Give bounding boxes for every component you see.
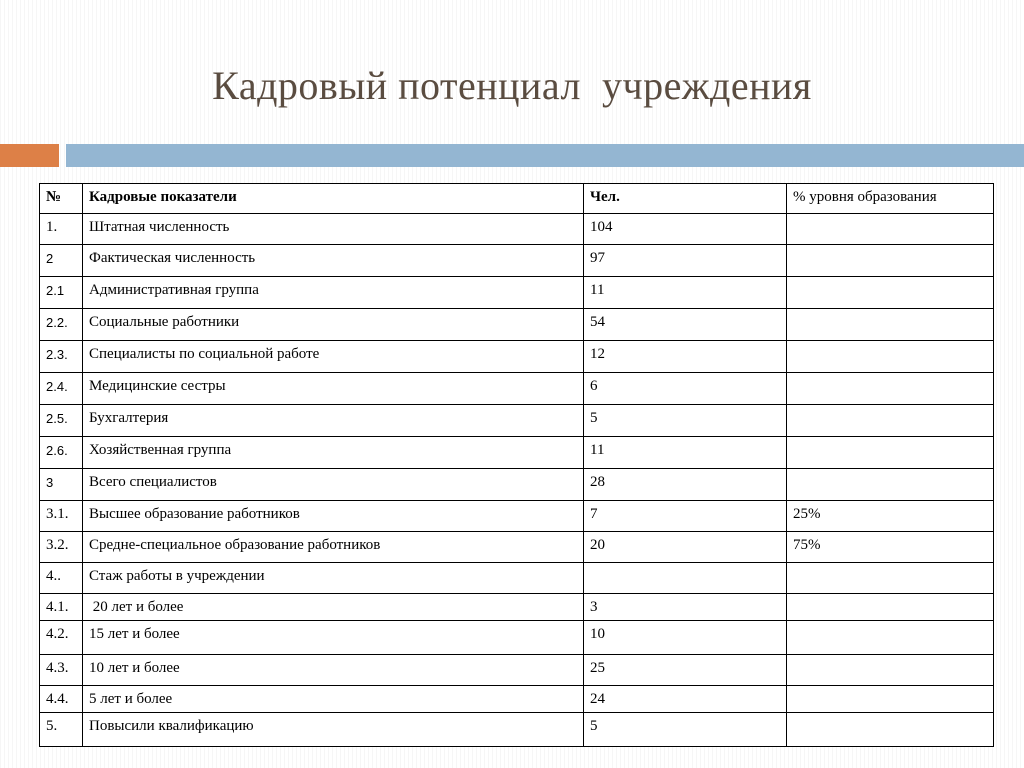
- row-indicator: 15 лет и более: [83, 621, 584, 655]
- table-row: [40, 373, 994, 405]
- table-row: [40, 686, 994, 713]
- row-count: 5: [584, 713, 787, 747]
- header-count: Чел.: [584, 184, 787, 214]
- row-count: 7: [584, 501, 787, 532]
- row-education-pct: [787, 437, 994, 469]
- row-education-pct: [787, 341, 994, 373]
- table-header-row: [40, 184, 994, 214]
- table-row: [40, 214, 994, 245]
- row-count: 3: [584, 594, 787, 621]
- header-number: №: [40, 184, 83, 214]
- row-number: 5.: [40, 713, 83, 747]
- row-indicator: Бухгалтерия: [83, 405, 584, 437]
- row-indicator: Средне-специальное образование работников: [83, 532, 584, 563]
- row-count: 5: [584, 405, 787, 437]
- table-row: [40, 655, 994, 686]
- table-row: [40, 594, 994, 621]
- row-count: 25: [584, 655, 787, 686]
- row-number: 3.1.: [40, 501, 83, 532]
- table-row: [40, 469, 994, 501]
- row-education-pct: [787, 469, 994, 501]
- row-education-pct: [787, 309, 994, 341]
- row-education-pct: [787, 713, 994, 747]
- row-number: 4..: [40, 563, 83, 594]
- table-row: [40, 621, 994, 655]
- row-education-pct: 25%: [787, 501, 994, 532]
- row-count: 12: [584, 341, 787, 373]
- table-row: [40, 501, 994, 532]
- accent-bar-orange: [0, 144, 59, 167]
- row-number: 2.2.: [40, 309, 83, 341]
- table-row: [40, 245, 994, 277]
- row-indicator: Стаж работы в учреждении: [83, 563, 584, 594]
- row-indicator: Повысили квалификацию: [83, 713, 584, 747]
- row-education-pct: [787, 686, 994, 713]
- staff-table: [39, 183, 994, 747]
- row-education-pct: [787, 621, 994, 655]
- row-count: 11: [584, 437, 787, 469]
- row-count: 28: [584, 469, 787, 501]
- row-number: 4.4.: [40, 686, 83, 713]
- row-count: 24: [584, 686, 787, 713]
- row-count: [584, 563, 787, 594]
- row-education-pct: [787, 405, 994, 437]
- row-indicator: Хозяйственная группа: [83, 437, 584, 469]
- table-row: [40, 563, 994, 594]
- row-count: 97: [584, 245, 787, 277]
- table-row: [40, 405, 994, 437]
- row-number: 2.3.: [40, 341, 83, 373]
- row-education-pct: [787, 594, 994, 621]
- row-indicator: 10 лет и более: [83, 655, 584, 686]
- row-indicator: Медицинские сестры: [83, 373, 584, 405]
- row-education-pct: [787, 214, 994, 245]
- row-count: 11: [584, 277, 787, 309]
- row-number: 2: [40, 245, 83, 277]
- row-indicator: 20 лет и более: [83, 594, 584, 621]
- row-number: 2.5.: [40, 405, 83, 437]
- row-indicator: 5 лет и более: [83, 686, 584, 713]
- row-count: 54: [584, 309, 787, 341]
- row-number: 1.: [40, 214, 83, 245]
- row-number: 4.2.: [40, 621, 83, 655]
- row-number: 2.6.: [40, 437, 83, 469]
- row-education-pct: [787, 245, 994, 277]
- row-indicator: Социальные работники: [83, 309, 584, 341]
- row-indicator: Административная группа: [83, 277, 584, 309]
- table-row: [40, 341, 994, 373]
- header-education-pct: % уровня образования: [787, 184, 994, 214]
- row-count: 10: [584, 621, 787, 655]
- slide-title: Кадровый потенциал учреждения: [212, 63, 812, 108]
- row-number: 3.2.: [40, 532, 83, 563]
- row-education-pct: [787, 655, 994, 686]
- table-row: [40, 437, 994, 469]
- row-number: 3: [40, 469, 83, 501]
- row-education-pct: 75%: [787, 532, 994, 563]
- row-education-pct: [787, 277, 994, 309]
- header-indicator: Кадровые показатели: [83, 184, 584, 214]
- row-count: 20: [584, 532, 787, 563]
- row-indicator: Фактическая численность: [83, 245, 584, 277]
- row-number: 2.1: [40, 277, 83, 309]
- row-number: 2.4.: [40, 373, 83, 405]
- row-count: 104: [584, 214, 787, 245]
- row-indicator: Штатная численность: [83, 214, 584, 245]
- row-count: 6: [584, 373, 787, 405]
- row-number: 4.1.: [40, 594, 83, 621]
- row-indicator: Специалисты по социальной работе: [83, 341, 584, 373]
- row-education-pct: [787, 563, 994, 594]
- row-education-pct: [787, 373, 994, 405]
- table-row: [40, 532, 994, 563]
- row-indicator: Всего специалистов: [83, 469, 584, 501]
- table-row: [40, 713, 994, 747]
- row-number: 4.3.: [40, 655, 83, 686]
- table-row: [40, 277, 994, 309]
- table-row: [40, 309, 994, 341]
- accent-bar-blue: [66, 144, 1024, 167]
- row-indicator: Высшее образование работников: [83, 501, 584, 532]
